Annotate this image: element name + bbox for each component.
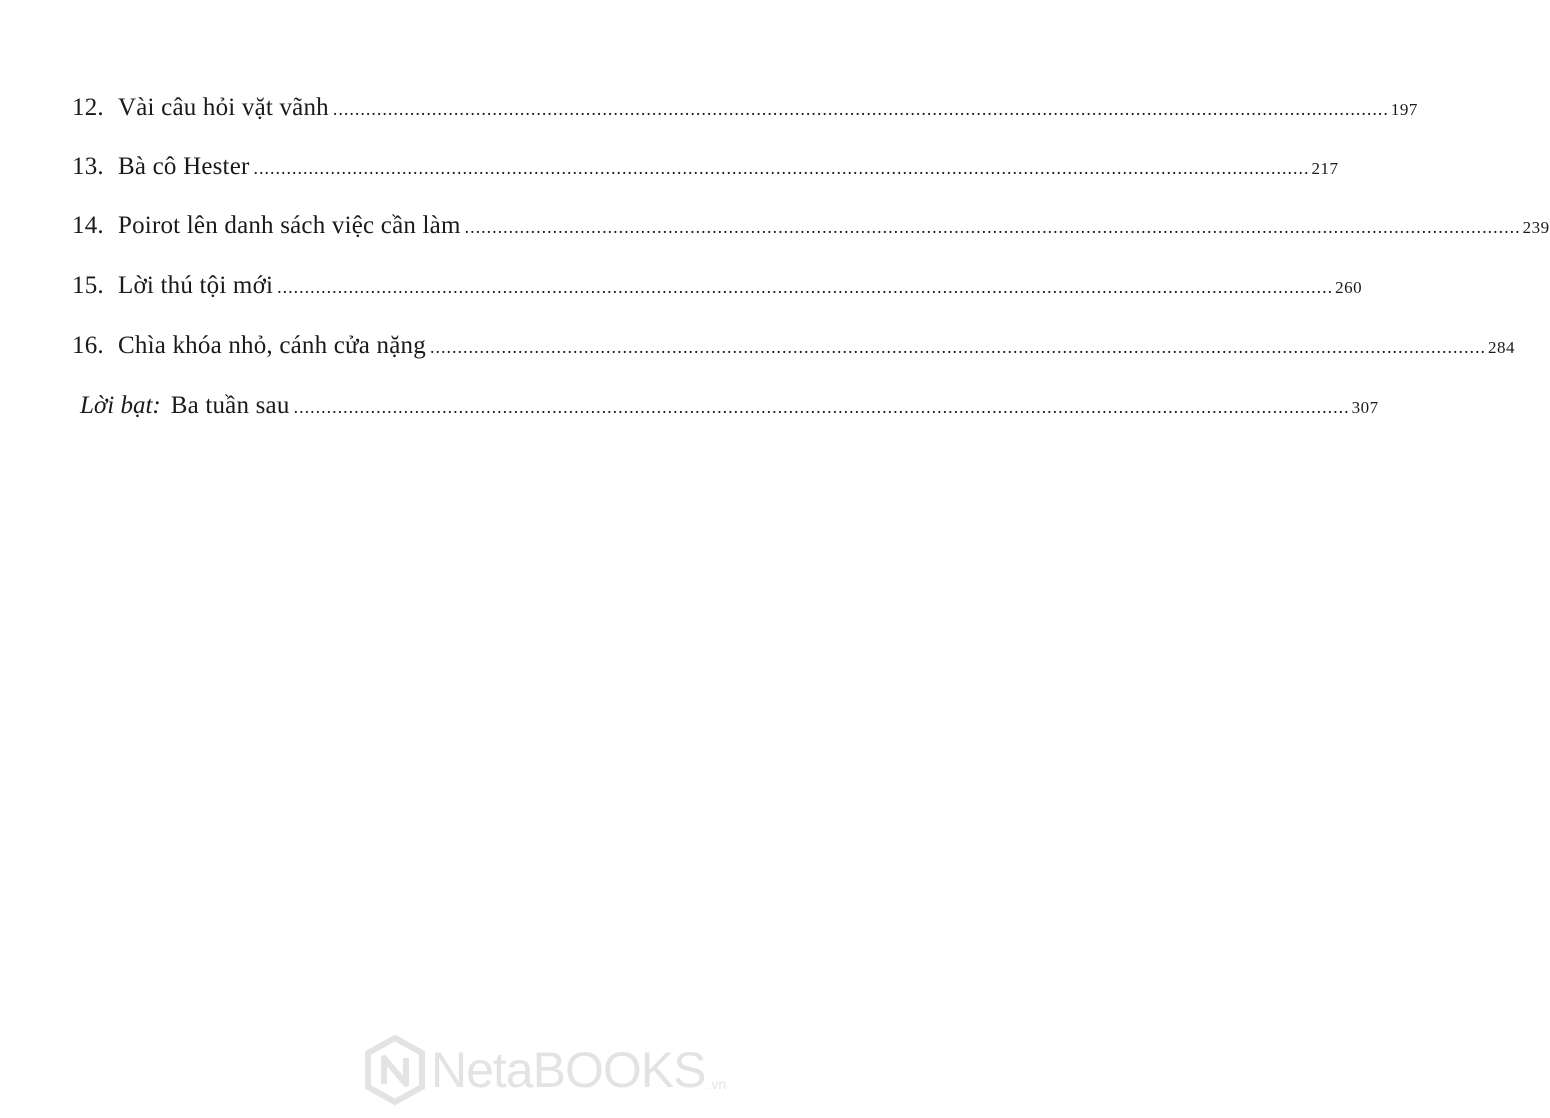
- toc-line: [118, 151, 1339, 183]
- toc-line: [118, 330, 1515, 362]
- toc-entry-14: [0, 210, 1550, 250]
- toc-line: [118, 92, 1418, 124]
- toc-entry-16: [0, 330, 1515, 370]
- chapter-title: Poirot lên danh sách việc cần làm: [118, 212, 461, 239]
- epilogue-title: Ba tuần sau: [170, 392, 290, 419]
- page-number: 284: [1487, 338, 1515, 357]
- page-number: 239: [1522, 218, 1550, 237]
- dot-leader: [465, 211, 1521, 243]
- page-number: 197: [1390, 100, 1418, 119]
- chapter-number: 16.: [72, 332, 104, 359]
- watermark: [365, 1030, 727, 1110]
- chapter-number: 12.: [72, 94, 104, 121]
- toc-line: [80, 390, 1379, 422]
- chapter-title: Chìa khóa nhỏ, cánh cửa nặng: [118, 332, 426, 359]
- chapter-title: Vài câu hỏi vặt vãnh: [118, 94, 329, 121]
- dot-leader: [254, 152, 1310, 184]
- toc-line: [118, 270, 1363, 302]
- dot-leader: [277, 271, 1333, 303]
- toc-line: [118, 210, 1550, 242]
- chapter-title: Bà cô Hester: [118, 153, 250, 180]
- chapter-number: 15.: [72, 272, 104, 299]
- chapter-title: Lời thú tội mới: [118, 272, 274, 299]
- chapter-number: 13.: [72, 153, 104, 180]
- dot-leader: [294, 391, 1350, 423]
- chapter-number: 14.: [72, 212, 104, 239]
- toc-entry-epilogue: [0, 390, 1379, 430]
- watermark-suffix: .vn: [707, 1076, 727, 1092]
- dot-leader: [430, 331, 1486, 363]
- epilogue-label: Lời bạt:: [80, 392, 161, 419]
- page-number: 307: [1351, 398, 1379, 417]
- toc-entry-13: [0, 151, 1339, 191]
- page-number: 260: [1335, 278, 1363, 297]
- page-number: 217: [1311, 159, 1339, 178]
- hexagon-n-logo-icon: [365, 1036, 425, 1104]
- dot-leader: [333, 93, 1389, 125]
- toc-entry-15: [0, 270, 1363, 310]
- toc-entry-12: [0, 92, 1418, 132]
- watermark-brand: NetaBOOKS: [431, 1042, 706, 1098]
